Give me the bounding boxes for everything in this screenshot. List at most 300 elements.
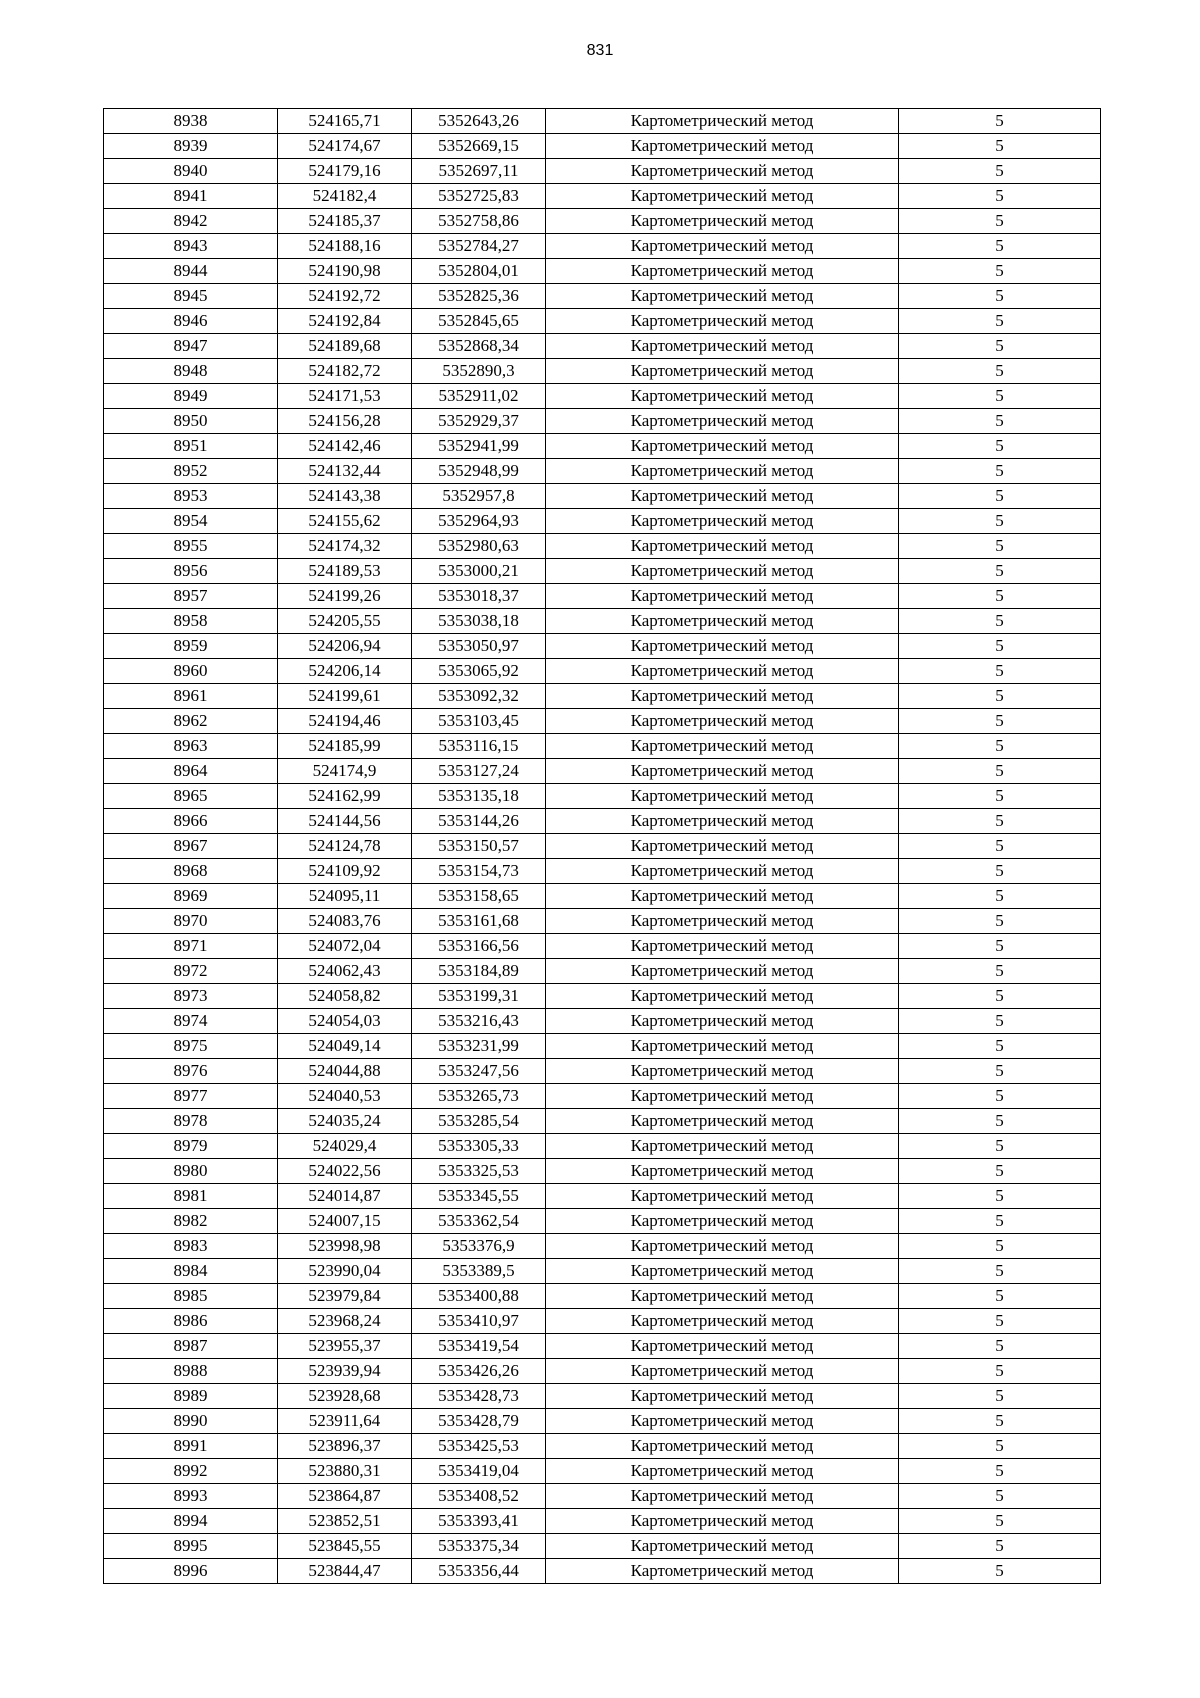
method-cell: Картометрический метод (546, 1409, 899, 1434)
y-coordinate-cell: 5352784,27 (412, 234, 546, 259)
method-cell: Картометрический метод (546, 1134, 899, 1159)
y-coordinate-cell: 5353428,73 (412, 1384, 546, 1409)
page-number: 831 (586, 42, 614, 59)
method-cell: Картометрический метод (546, 1509, 899, 1534)
accuracy-cell: 5 (899, 1459, 1101, 1484)
point-number-cell: 8949 (104, 384, 278, 409)
y-coordinate-cell: 5353362,54 (412, 1209, 546, 1234)
table-row (104, 334, 1101, 359)
y-coordinate-cell: 5353265,73 (412, 1084, 546, 1109)
table-row (104, 984, 1101, 1009)
x-coordinate-cell: 523939,94 (278, 1359, 412, 1384)
point-number-cell: 8964 (104, 759, 278, 784)
point-number-cell: 8986 (104, 1309, 278, 1334)
x-coordinate-cell: 524199,26 (278, 584, 412, 609)
table-row (104, 359, 1101, 384)
method-cell: Картометрический метод (546, 884, 899, 909)
y-coordinate-cell: 5353305,33 (412, 1134, 546, 1159)
x-coordinate-cell: 523852,51 (278, 1509, 412, 1534)
accuracy-cell: 5 (899, 1509, 1101, 1534)
table-row (104, 1034, 1101, 1059)
table-row (104, 1359, 1101, 1384)
point-number-cell: 8991 (104, 1434, 278, 1459)
accuracy-cell: 5 (899, 309, 1101, 334)
y-coordinate-cell: 5353135,18 (412, 784, 546, 809)
accuracy-cell: 5 (899, 234, 1101, 259)
table-row (104, 259, 1101, 284)
point-number-cell: 8956 (104, 559, 278, 584)
x-coordinate-cell: 523896,37 (278, 1434, 412, 1459)
accuracy-cell: 5 (899, 859, 1101, 884)
point-number-cell: 8945 (104, 284, 278, 309)
x-coordinate-cell: 524029,4 (278, 1134, 412, 1159)
accuracy-cell: 5 (899, 334, 1101, 359)
method-cell: Картометрический метод (546, 1109, 899, 1134)
table-row (104, 1009, 1101, 1034)
point-number-cell: 8970 (104, 909, 278, 934)
x-coordinate-cell: 524179,16 (278, 159, 412, 184)
accuracy-cell: 5 (899, 1259, 1101, 1284)
point-number-cell: 8958 (104, 609, 278, 634)
x-coordinate-cell: 524194,46 (278, 709, 412, 734)
x-coordinate-cell: 523845,55 (278, 1534, 412, 1559)
accuracy-cell: 5 (899, 359, 1101, 384)
table-row (104, 184, 1101, 209)
y-coordinate-cell: 5353154,73 (412, 859, 546, 884)
point-number-cell: 8948 (104, 359, 278, 384)
accuracy-cell: 5 (899, 934, 1101, 959)
table-row (104, 909, 1101, 934)
table-row (104, 1534, 1101, 1559)
x-coordinate-cell: 524044,88 (278, 1059, 412, 1084)
method-cell: Картометрический метод (546, 609, 899, 634)
x-coordinate-cell: 524174,9 (278, 759, 412, 784)
y-coordinate-cell: 5352964,93 (412, 509, 546, 534)
table-row (104, 1559, 1101, 1584)
table-row (104, 159, 1101, 184)
point-number-cell: 8978 (104, 1109, 278, 1134)
x-coordinate-cell: 524109,92 (278, 859, 412, 884)
method-cell: Картометрический метод (546, 409, 899, 434)
x-coordinate-cell: 524142,46 (278, 434, 412, 459)
point-number-cell: 8989 (104, 1384, 278, 1409)
accuracy-cell: 5 (899, 1334, 1101, 1359)
x-coordinate-cell: 524156,28 (278, 409, 412, 434)
method-cell: Картометрический метод (546, 1334, 899, 1359)
method-cell: Картометрический метод (546, 759, 899, 784)
method-cell: Картометрический метод (546, 1384, 899, 1409)
x-coordinate-cell: 524189,68 (278, 334, 412, 359)
x-coordinate-cell: 523955,37 (278, 1334, 412, 1359)
point-number-cell: 8980 (104, 1159, 278, 1184)
y-coordinate-cell: 5353199,31 (412, 984, 546, 1009)
x-coordinate-cell: 524007,15 (278, 1209, 412, 1234)
point-number-cell: 8979 (104, 1134, 278, 1159)
accuracy-cell: 5 (899, 784, 1101, 809)
y-coordinate-cell: 5353166,56 (412, 934, 546, 959)
point-number-cell: 8992 (104, 1459, 278, 1484)
method-cell: Картометрический метод (546, 184, 899, 209)
table-row (104, 384, 1101, 409)
x-coordinate-cell: 524171,53 (278, 384, 412, 409)
x-coordinate-cell: 523990,04 (278, 1259, 412, 1284)
x-coordinate-cell: 524022,56 (278, 1159, 412, 1184)
accuracy-cell: 5 (899, 484, 1101, 509)
table-row (104, 1484, 1101, 1509)
table-row (104, 234, 1101, 259)
point-number-cell: 8996 (104, 1559, 278, 1584)
accuracy-cell: 5 (899, 1059, 1101, 1084)
point-number-cell: 8984 (104, 1259, 278, 1284)
method-cell: Картометрический метод (546, 509, 899, 534)
y-coordinate-cell: 5352868,34 (412, 334, 546, 359)
point-number-cell: 8973 (104, 984, 278, 1009)
method-cell: Картометрический метод (546, 1159, 899, 1184)
y-coordinate-cell: 5352929,37 (412, 409, 546, 434)
y-coordinate-cell: 5353161,68 (412, 909, 546, 934)
y-coordinate-cell: 5353376,9 (412, 1234, 546, 1259)
accuracy-cell: 5 (899, 109, 1101, 134)
point-number-cell: 8963 (104, 734, 278, 759)
y-coordinate-cell: 5353426,26 (412, 1359, 546, 1384)
method-cell: Картометрический метод (546, 134, 899, 159)
accuracy-cell: 5 (899, 659, 1101, 684)
accuracy-cell: 5 (899, 609, 1101, 634)
table-row (104, 584, 1101, 609)
y-coordinate-cell: 5353158,65 (412, 884, 546, 909)
method-cell: Картометрический метод (546, 434, 899, 459)
accuracy-cell: 5 (899, 1109, 1101, 1134)
method-cell: Картометрический метод (546, 559, 899, 584)
method-cell: Картометрический метод (546, 1034, 899, 1059)
table-row (104, 684, 1101, 709)
method-cell: Картометрический метод (546, 284, 899, 309)
x-coordinate-cell: 524182,72 (278, 359, 412, 384)
y-coordinate-cell: 5352948,99 (412, 459, 546, 484)
y-coordinate-cell: 5353092,32 (412, 684, 546, 709)
coordinates-table-body (104, 109, 1101, 1584)
x-coordinate-cell: 524182,4 (278, 184, 412, 209)
point-number-cell: 8968 (104, 859, 278, 884)
table-row (104, 1284, 1101, 1309)
y-coordinate-cell: 5352957,8 (412, 484, 546, 509)
accuracy-cell: 5 (899, 259, 1101, 284)
accuracy-cell: 5 (899, 1084, 1101, 1109)
point-number-cell: 8938 (104, 109, 278, 134)
x-coordinate-cell: 524143,38 (278, 484, 412, 509)
table-row (104, 109, 1101, 134)
method-cell: Картометрический метод (546, 1184, 899, 1209)
table-row (104, 309, 1101, 334)
method-cell: Картометрический метод (546, 1484, 899, 1509)
table-row (104, 1434, 1101, 1459)
point-number-cell: 8983 (104, 1234, 278, 1259)
x-coordinate-cell: 524192,84 (278, 309, 412, 334)
accuracy-cell: 5 (899, 534, 1101, 559)
y-coordinate-cell: 5353065,92 (412, 659, 546, 684)
accuracy-cell: 5 (899, 709, 1101, 734)
point-number-cell: 8966 (104, 809, 278, 834)
point-number-cell: 8955 (104, 534, 278, 559)
method-cell: Картометрический метод (546, 334, 899, 359)
method-cell: Картометрический метод (546, 1209, 899, 1234)
x-coordinate-cell: 524014,87 (278, 1184, 412, 1209)
y-coordinate-cell: 5353247,56 (412, 1059, 546, 1084)
accuracy-cell: 5 (899, 509, 1101, 534)
point-number-cell: 8951 (104, 434, 278, 459)
method-cell: Картометрический метод (546, 359, 899, 384)
table-row (104, 1059, 1101, 1084)
y-coordinate-cell: 5353400,88 (412, 1284, 546, 1309)
y-coordinate-cell: 5353018,37 (412, 584, 546, 609)
y-coordinate-cell: 5353325,53 (412, 1159, 546, 1184)
x-coordinate-cell: 523979,84 (278, 1284, 412, 1309)
y-coordinate-cell: 5353425,53 (412, 1434, 546, 1459)
accuracy-cell: 5 (899, 1409, 1101, 1434)
table-row (104, 484, 1101, 509)
method-cell: Картометрический метод (546, 859, 899, 884)
y-coordinate-cell: 5352643,26 (412, 109, 546, 134)
accuracy-cell: 5 (899, 134, 1101, 159)
method-cell: Картометрический метод (546, 1534, 899, 1559)
accuracy-cell: 5 (899, 1134, 1101, 1159)
point-number-cell: 8987 (104, 1334, 278, 1359)
accuracy-cell: 5 (899, 159, 1101, 184)
accuracy-cell: 5 (899, 884, 1101, 909)
accuracy-cell: 5 (899, 459, 1101, 484)
point-number-cell: 8960 (104, 659, 278, 684)
y-coordinate-cell: 5352980,63 (412, 534, 546, 559)
table-row (104, 1459, 1101, 1484)
table-row (104, 559, 1101, 584)
accuracy-cell: 5 (899, 284, 1101, 309)
accuracy-cell: 5 (899, 1284, 1101, 1309)
table-row (104, 1209, 1101, 1234)
accuracy-cell: 5 (899, 959, 1101, 984)
table-row (104, 509, 1101, 534)
x-coordinate-cell: 524072,04 (278, 934, 412, 959)
x-coordinate-cell: 524174,67 (278, 134, 412, 159)
method-cell: Картометрический метод (546, 1459, 899, 1484)
table-row (104, 809, 1101, 834)
table-row (104, 834, 1101, 859)
table-row (104, 634, 1101, 659)
accuracy-cell: 5 (899, 1434, 1101, 1459)
x-coordinate-cell: 524188,16 (278, 234, 412, 259)
accuracy-cell: 5 (899, 1484, 1101, 1509)
accuracy-cell: 5 (899, 1559, 1101, 1584)
x-coordinate-cell: 524095,11 (278, 884, 412, 909)
accuracy-cell: 5 (899, 1184, 1101, 1209)
method-cell: Картометрический метод (546, 784, 899, 809)
point-number-cell: 8941 (104, 184, 278, 209)
accuracy-cell: 5 (899, 584, 1101, 609)
method-cell: Картометрический метод (546, 709, 899, 734)
table-row (104, 1334, 1101, 1359)
x-coordinate-cell: 524040,53 (278, 1084, 412, 1109)
table-row (104, 459, 1101, 484)
accuracy-cell: 5 (899, 1534, 1101, 1559)
y-coordinate-cell: 5352725,83 (412, 184, 546, 209)
point-number-cell: 8976 (104, 1059, 278, 1084)
point-number-cell: 8946 (104, 309, 278, 334)
x-coordinate-cell: 524144,56 (278, 809, 412, 834)
accuracy-cell: 5 (899, 684, 1101, 709)
point-number-cell: 8965 (104, 784, 278, 809)
y-coordinate-cell: 5352758,86 (412, 209, 546, 234)
accuracy-cell: 5 (899, 409, 1101, 434)
method-cell: Картометрический метод (546, 484, 899, 509)
x-coordinate-cell: 524190,98 (278, 259, 412, 284)
y-coordinate-cell: 5353184,89 (412, 959, 546, 984)
accuracy-cell: 5 (899, 559, 1101, 584)
x-coordinate-cell: 524199,61 (278, 684, 412, 709)
accuracy-cell: 5 (899, 734, 1101, 759)
point-number-cell: 8969 (104, 884, 278, 909)
accuracy-cell: 5 (899, 184, 1101, 209)
point-number-cell: 8939 (104, 134, 278, 159)
x-coordinate-cell: 524174,32 (278, 534, 412, 559)
method-cell: Картометрический метод (546, 834, 899, 859)
method-cell: Картометрический метод (546, 1059, 899, 1084)
method-cell: Картометрический метод (546, 734, 899, 759)
y-coordinate-cell: 5352804,01 (412, 259, 546, 284)
accuracy-cell: 5 (899, 1359, 1101, 1384)
table-row (104, 1234, 1101, 1259)
y-coordinate-cell: 5353345,55 (412, 1184, 546, 1209)
table-row (104, 734, 1101, 759)
point-number-cell: 8988 (104, 1359, 278, 1384)
table-row (104, 209, 1101, 234)
point-number-cell: 8971 (104, 934, 278, 959)
accuracy-cell: 5 (899, 909, 1101, 934)
accuracy-cell: 5 (899, 1009, 1101, 1034)
method-cell: Картометрический метод (546, 934, 899, 959)
x-coordinate-cell: 524205,55 (278, 609, 412, 634)
x-coordinate-cell: 524132,44 (278, 459, 412, 484)
accuracy-cell: 5 (899, 209, 1101, 234)
x-coordinate-cell: 524054,03 (278, 1009, 412, 1034)
point-number-cell: 8961 (104, 684, 278, 709)
x-coordinate-cell: 524058,82 (278, 984, 412, 1009)
y-coordinate-cell: 5353419,04 (412, 1459, 546, 1484)
method-cell: Картометрический метод (546, 1434, 899, 1459)
accuracy-cell: 5 (899, 834, 1101, 859)
method-cell: Картометрический метод (546, 959, 899, 984)
accuracy-cell: 5 (899, 1309, 1101, 1334)
method-cell: Картометрический метод (546, 984, 899, 1009)
method-cell: Картометрический метод (546, 684, 899, 709)
y-coordinate-cell: 5353050,97 (412, 634, 546, 659)
table-row (104, 1384, 1101, 1409)
coordinates-table (103, 108, 1101, 1584)
accuracy-cell: 5 (899, 759, 1101, 784)
y-coordinate-cell: 5352911,02 (412, 384, 546, 409)
table-row (104, 959, 1101, 984)
y-coordinate-cell: 5353393,41 (412, 1509, 546, 1534)
y-coordinate-cell: 5353150,57 (412, 834, 546, 859)
table-row (104, 1309, 1101, 1334)
table-row (104, 759, 1101, 784)
y-coordinate-cell: 5353285,54 (412, 1109, 546, 1134)
y-coordinate-cell: 5353144,26 (412, 809, 546, 834)
point-number-cell: 8974 (104, 1009, 278, 1034)
x-coordinate-cell: 524165,71 (278, 109, 412, 134)
point-number-cell: 8982 (104, 1209, 278, 1234)
y-coordinate-cell: 5353408,52 (412, 1484, 546, 1509)
accuracy-cell: 5 (899, 1159, 1101, 1184)
accuracy-cell: 5 (899, 434, 1101, 459)
point-number-cell: 8995 (104, 1534, 278, 1559)
y-coordinate-cell: 5353127,24 (412, 759, 546, 784)
method-cell: Картометрический метод (546, 534, 899, 559)
accuracy-cell: 5 (899, 809, 1101, 834)
point-number-cell: 8967 (104, 834, 278, 859)
y-coordinate-cell: 5353216,43 (412, 1009, 546, 1034)
method-cell: Картометрический метод (546, 1084, 899, 1109)
x-coordinate-cell: 523968,24 (278, 1309, 412, 1334)
y-coordinate-cell: 5353428,79 (412, 1409, 546, 1434)
x-coordinate-cell: 523844,47 (278, 1559, 412, 1584)
method-cell: Картометрический метод (546, 109, 899, 134)
method-cell: Картометрический метод (546, 209, 899, 234)
table-row (104, 659, 1101, 684)
y-coordinate-cell: 5353389,5 (412, 1259, 546, 1284)
table-row (104, 134, 1101, 159)
method-cell: Картометрический метод (546, 259, 899, 284)
point-number-cell: 8943 (104, 234, 278, 259)
point-number-cell: 8957 (104, 584, 278, 609)
y-coordinate-cell: 5352669,15 (412, 134, 546, 159)
point-number-cell: 8953 (104, 484, 278, 509)
x-coordinate-cell: 524035,24 (278, 1109, 412, 1134)
method-cell: Картометрический метод (546, 1559, 899, 1584)
y-coordinate-cell: 5352825,36 (412, 284, 546, 309)
table-row (104, 1409, 1101, 1434)
accuracy-cell: 5 (899, 384, 1101, 409)
x-coordinate-cell: 524083,76 (278, 909, 412, 934)
table-row (104, 1084, 1101, 1109)
table-row (104, 1259, 1101, 1284)
point-number-cell: 8959 (104, 634, 278, 659)
method-cell: Картометрический метод (546, 1259, 899, 1284)
x-coordinate-cell: 524192,72 (278, 284, 412, 309)
x-coordinate-cell: 523864,87 (278, 1484, 412, 1509)
point-number-cell: 8977 (104, 1084, 278, 1109)
accuracy-cell: 5 (899, 984, 1101, 1009)
table-row (104, 884, 1101, 909)
table-row (104, 284, 1101, 309)
y-coordinate-cell: 5352941,99 (412, 434, 546, 459)
point-number-cell: 8993 (104, 1484, 278, 1509)
method-cell: Картометрический метод (546, 634, 899, 659)
method-cell: Картометрический метод (546, 1009, 899, 1034)
x-coordinate-cell: 523928,68 (278, 1384, 412, 1409)
x-coordinate-cell: 524185,37 (278, 209, 412, 234)
y-coordinate-cell: 5353356,44 (412, 1559, 546, 1584)
point-number-cell: 8981 (104, 1184, 278, 1209)
point-number-cell: 8940 (104, 159, 278, 184)
y-coordinate-cell: 5353231,99 (412, 1034, 546, 1059)
method-cell: Картометрический метод (546, 459, 899, 484)
point-number-cell: 8950 (104, 409, 278, 434)
x-coordinate-cell: 524062,43 (278, 959, 412, 984)
y-coordinate-cell: 5352845,65 (412, 309, 546, 334)
x-coordinate-cell: 524049,14 (278, 1034, 412, 1059)
y-coordinate-cell: 5353410,97 (412, 1309, 546, 1334)
y-coordinate-cell: 5353375,34 (412, 1534, 546, 1559)
x-coordinate-cell: 524185,99 (278, 734, 412, 759)
